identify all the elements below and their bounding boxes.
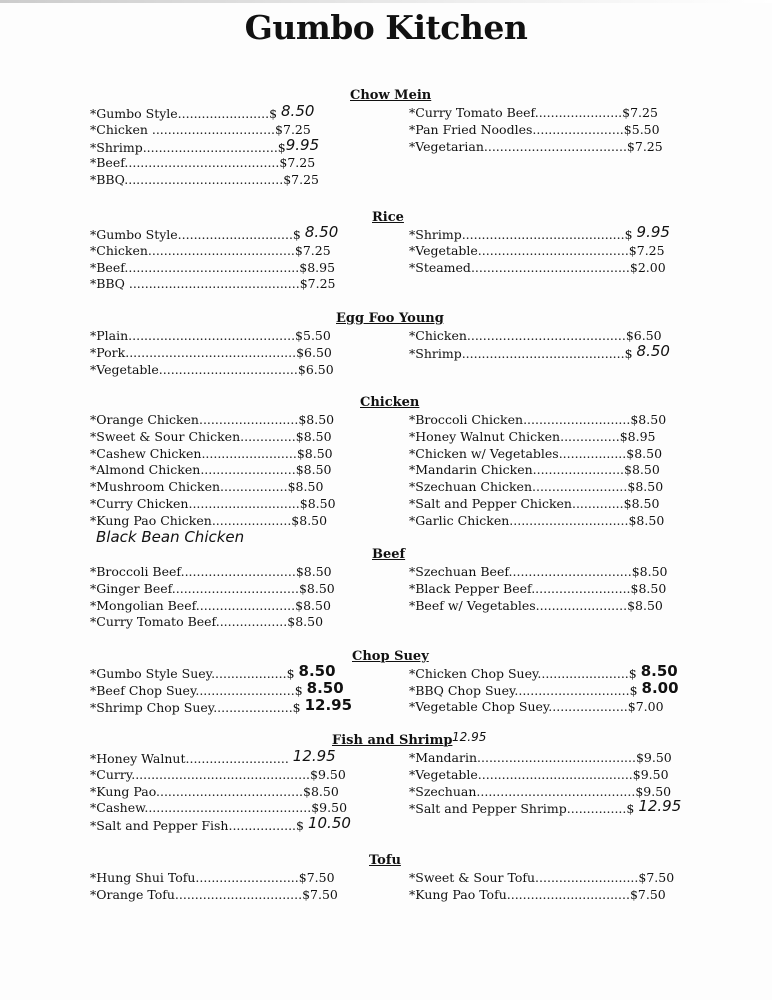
handwritten-price: 10.50 [307,814,351,833]
menu-item [409,462,666,479]
menu-column-right [409,412,666,530]
item-name: *Vegetable Chop Suey.................... [409,698,628,714]
menu-item [90,172,319,189]
menu-item [409,139,663,156]
item-name: *Kung Pao..................................... [90,783,304,799]
item-price: $7.00 [627,698,664,714]
item-price: $ [624,227,637,242]
menu-item [409,581,668,598]
menu-item [409,341,670,362]
menu-item [90,155,319,172]
item-price: $7.25 [626,138,663,154]
menu-item [90,243,338,260]
menu-item [409,564,668,581]
handwritten-price: 12.95 [304,695,353,714]
item-name: *Steamed........................................ [409,259,630,275]
item-name: *Cashew.......................................... [90,800,312,816]
item-name: *BBQ ........................................... [90,276,300,292]
menu-item [90,462,336,479]
item-price: $ [269,106,282,121]
menu-item [409,429,666,446]
menu-item [409,446,666,463]
menu-item [409,870,674,887]
item-price: $ [294,682,307,698]
item-price: $8.50 [295,597,331,613]
item-name: *Beef w/ Vegetables....................... [409,597,628,613]
item-price: $8.50 [628,512,665,528]
menu-item [90,135,320,156]
item-price: $6.50 [625,328,662,343]
menu-item [90,102,319,122]
menu-item [409,678,679,699]
item-name: *Black Pepper Beef......................... [409,580,631,596]
item-name: *Szechuan Chicken........................ [409,479,628,495]
item-name: *Shrimp......................................... [409,227,625,242]
item-name: *BBQ........................................ [90,172,284,188]
item-name: *Beef............................................ [90,259,300,275]
item-name: *Beef....................................... [90,155,280,171]
menu-item [90,260,338,277]
menu-item [90,614,335,631]
handwritten-price: 12.95 [638,797,682,816]
item-name: *Salt and Pepper Shrimp............... [409,801,627,817]
item-price: $7.25 [622,105,658,120]
menu-item [90,747,351,767]
menu-item [409,223,670,243]
item-price: $7.50 [302,886,338,902]
menu-item [90,581,335,598]
item-price: $8.50 [298,580,335,596]
item-name: *Szechuan Beef............................... [409,564,632,579]
item-name: *Almond Chicken........................ [90,462,296,478]
menu-item [90,122,319,139]
menu-column-left [90,870,338,904]
item-price: $8.50 [295,462,332,478]
item-name: *Chicken w/ Vegetables................. [409,445,627,461]
item-price: $8.50 [299,495,336,511]
page-edge [0,0,772,3]
menu-item [90,784,351,801]
menu-item [409,513,666,530]
menu-column-left [90,223,339,293]
menu-item [409,797,682,817]
handwritten-price: 8.50 [304,223,339,241]
item-name: *Gumbo Style Suey................... [90,666,287,681]
item-name: *Curry Tomato Beef.................. [90,614,288,630]
menu-column-right [409,328,670,362]
item-price: $8.50 [295,564,332,579]
menu-item [90,223,339,243]
item-name: *Mongolian Beef......................... [90,597,296,613]
handwritten-price: 9.95 [285,135,320,154]
item-name: *Salt and Pepper Fish................. [90,818,297,834]
menu-column-left [90,662,353,715]
menu-item [90,695,353,716]
item-name: *Shrimp......................................... [409,345,625,361]
item-price: $6.50 [296,344,332,360]
restaurant-title: Gumbo Kitchen [244,8,528,47]
item-name: *Shrimp Chop Suey.................... [90,699,293,715]
menu-item [90,814,351,834]
item-price: $5.50 [623,121,660,137]
item-name: *Vegetable....................................... [409,766,633,782]
item-price: $9.50 [635,783,672,799]
menu-item [90,598,335,615]
item-price: $7.25 [299,276,336,292]
menu-item [90,345,334,362]
item-price: $8.50 [624,462,660,478]
handwritten-price: 8.50 [640,662,678,680]
handwritten-price: 8.50 [306,678,344,697]
item-name: *Curry Tomato Beef...................... [409,105,623,120]
item-name: *Plain.......................................... [90,328,296,343]
item-name: *Ginger Beef................................ [90,580,299,596]
menu-item [409,479,666,496]
menu-item [90,496,336,513]
menu-column-left [90,412,336,530]
item-price: $7.50 [629,886,666,902]
item-price: $7.25 [294,242,331,258]
menu-column-left [90,328,334,378]
item-name: *Beef Chop Suey......................... [90,682,295,698]
handwritten-price: 8.50 [636,341,670,360]
menu-item [90,362,334,379]
item-price: $8.50 [296,445,333,461]
menu-item [409,122,663,139]
item-price: $ [628,666,641,681]
section-title: Tofu [369,853,401,868]
item-price: $ [296,818,308,834]
item-name: *Mandarin Chicken....................... [409,462,625,478]
item-price: $6.50 [297,361,334,377]
item-price: $8.50 [303,783,339,799]
item-name: *Chicken ............................... [90,121,276,137]
item-price: $8.50 [630,412,667,427]
item-price: $8.50 [287,479,324,495]
item-price: $9.50 [635,750,672,765]
menu-item [90,276,338,293]
item-price: $ [624,345,637,361]
item-price: $8.50 [287,614,324,630]
item-price: $2.00 [629,259,666,275]
menu-column-right [409,750,681,817]
handwritten-price: 8.50 [298,662,336,680]
item-price: $ [277,139,286,155]
item-price: $7.25 [628,242,665,258]
section-title: Fish and Shrimp [332,733,453,748]
menu-column-right [409,662,679,715]
handwritten-price: 9.95 [636,223,670,241]
item-name: *Vegetable...................................... [409,242,629,258]
menu-column-right [409,564,668,614]
item-name: *Cashew Chicken........................ [90,445,297,461]
item-name: *Kung Pao Tofu............................... [409,886,630,902]
item-price: $8.50 [295,428,332,444]
item-name: *Hung Shui Tofu.......................... [90,870,299,885]
item-price: $7.25 [283,172,319,188]
item-price: $8.50 [630,580,667,596]
handwritten-price: 12.95 [292,747,336,765]
item-price: $ [626,801,639,817]
item-name: *Sweet & Sour Tofu.......................... [409,870,639,885]
item-name: *Curry Chicken............................ [90,495,300,511]
item-name: *Chicken Chop Suey....................... [409,666,629,681]
item-price: $8.95 [619,428,656,444]
section-title: Chicken [360,395,420,410]
item-price: $7.25 [275,121,311,137]
item-name: *Pork........................................... [90,344,297,360]
item-name: *Chicken........................................ [409,328,626,343]
item-name: *Curry............................................. [90,766,311,782]
item-price: $5.50 [295,328,331,343]
item-name: *Szechuan........................................ [409,783,636,799]
menu-item [409,412,666,429]
item-name: *Shrimp.................................. [90,139,278,155]
item-name: *Pan Fried Noodles....................... [409,121,624,137]
item-price: $8.50 [298,412,335,427]
menu-item [90,564,335,581]
item-name: *BBQ Chop Suey............................. [409,682,630,698]
item-price: $ [629,682,642,698]
menu-item [409,105,663,122]
item-name: *Vegetarian.................................... [409,138,627,154]
section-title: Beef [372,547,406,562]
menu-item [90,767,351,784]
menu-column-left [90,564,335,631]
menu-column-left [90,747,351,834]
menu-item [409,328,670,345]
item-price: $ [286,666,299,681]
item-name: *Vegetable................................... [90,361,298,377]
item-name: *Garlic Chicken.............................. [409,512,629,528]
item-price: $9.50 [632,766,669,782]
menu-column-right [409,870,674,904]
item-name: *Salt and Pepper Chicken............. [409,495,624,511]
section-title: Chow Mein [350,88,432,103]
handwritten-price: 8.50 [281,102,315,120]
handwritten-price-note: 12.95 [452,730,487,744]
handwritten-price: 8.00 [641,678,679,697]
item-name: *Kung Pao Chicken.................... [90,512,292,528]
item-name: *Gumbo Style....................... [90,106,270,121]
menu-item [409,496,666,513]
item-price: $8.50 [626,445,663,461]
item-price: $8.50 [291,512,328,528]
item-name: *Mandarin........................................ [409,750,636,765]
menu-item [409,662,679,682]
menu-item [409,887,674,904]
menu-item [409,750,681,767]
item-price: $7.25 [279,155,316,171]
item-name: *Chicken..................................... [90,242,295,258]
item-price: $ [292,699,305,715]
menu-item [90,412,336,429]
item-price: $8.50 [627,479,664,495]
section-title: Egg Foo Young [336,311,444,326]
item-price: $8.50 [631,564,668,579]
menu-item [409,699,679,716]
item-name: *Orange Tofu................................ [90,886,303,902]
item-price: $7.50 [298,870,335,885]
section-title: Chop Suey [352,649,429,664]
menu-column-right [409,105,663,155]
menu-column-left [90,102,320,189]
item-name: *Mushroom Chicken................. [90,479,288,495]
item-price: $9.50 [311,800,348,816]
item-price: $ [292,227,305,242]
menu-item [409,260,670,277]
item-price: $8.50 [623,495,660,511]
menu-column-right [409,223,670,276]
item-name: *Honey Walnut Chicken............... [409,428,620,444]
handwritten-item: Black Bean Chicken [96,528,245,546]
menu-item [90,887,338,904]
item-name: *Broccoli Chicken........................... [409,412,631,427]
menu-item [90,870,338,887]
menu-item [90,446,336,463]
section-title: Rice [372,210,404,225]
menu-item [409,243,670,260]
menu-item [409,598,668,615]
item-price: $9.50 [310,766,346,782]
item-name: *Sweet & Sour Chicken.............. [90,428,296,444]
item-name: *Honey Walnut.......................... [90,751,293,766]
item-name: *Orange Chicken......................... [90,412,299,427]
menu-item [90,429,336,446]
item-name: *Gumbo Style............................. [90,227,293,242]
item-price: $8.95 [299,259,336,275]
menu-item [409,767,681,784]
item-price: $8.50 [627,597,663,613]
item-price: $7.50 [638,870,675,885]
item-name: *Broccoli Beef............................. [90,564,296,579]
menu-item [90,328,334,345]
menu-item [90,479,336,496]
